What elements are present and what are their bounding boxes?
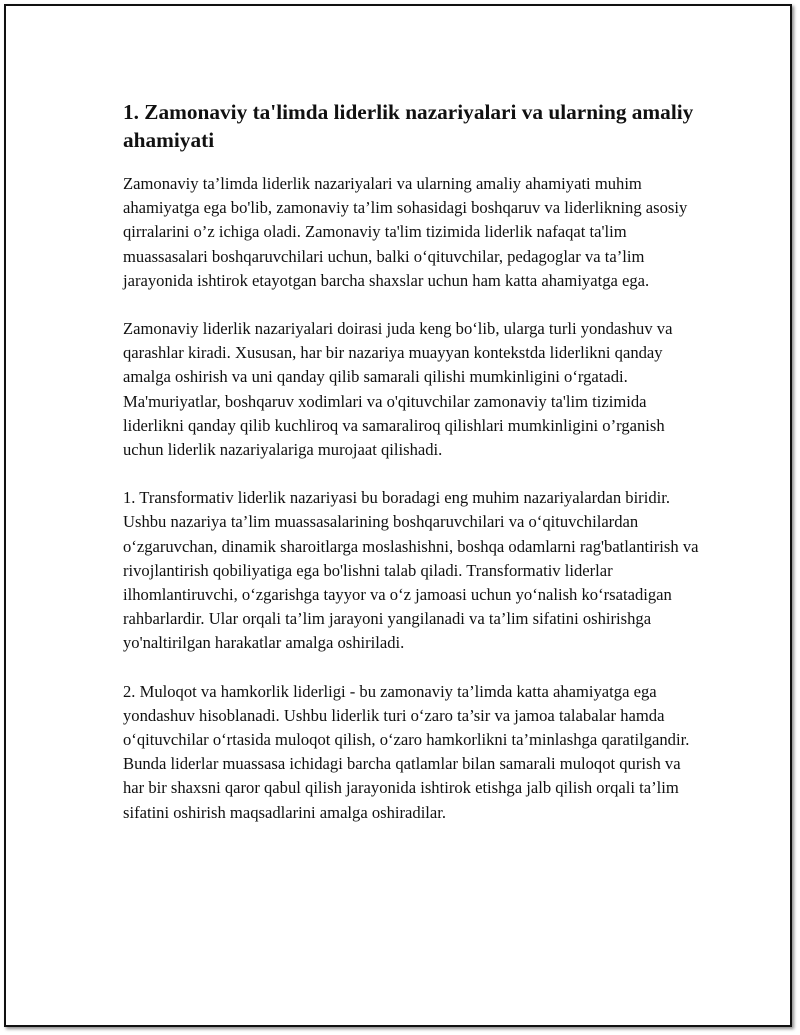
paragraph-transformative-leadership: 1. Transformativ liderlik nazariyasi bu boradagi eng muhim nazariyalardan biridir. Ushbu nazariya ta’lim muassasalarining boshqaruvchilari va o‘qituvchilardan o‘zgaruvchan, dinamik sharoitlarga moslashishni, boshqa odamlarni rag'batlantirish va rivojlantirish qobiliyatiga ega bo'lishni talab qiladi. Transformativ liderlar ilhomlantiruvchi, o‘zgarishga tayyor va o‘z jamoasi uchun yo‘nalish ko‘rsatadigan rahbarlardir. Ular orqali ta’lim jarayoni yangilanadi va ta’lim sifatini oshirishga yo'naltirilgan harakatlar amalga oshiriladi.	[123, 488, 699, 653]
document-title: 1. Zamonaviy ta'limda liderlik nazariyalari va ularning amaliy ahamiyati	[123, 100, 694, 152]
paragraph-theories-scope: Zamonaviy liderlik nazariyalari doirasi juda keng bo‘lib, ularga turli yondashuv va qarashlar kiradi. Xususan, har bir nazariya muayyan kontekstda liderlikni qanday amalga oshirish va uni qanday qilib samarali qilishi mumkinligini o‘rgatadi. Ma'muriyatlar, boshqaruv xodimlari va o'qituvchilar zamonaviy ta'lim tizimida liderlikni qanday qilib kuchliroq va samaraliroq qilishlari mumkinligini o’rganish uchun liderlik nazariyalariga murojaat qilishadi.	[123, 319, 673, 460]
paragraph-intro: Zamonaviy ta’limda liderlik nazariyalari va ularning amaliy ahamiyati muhim ahamiyatga ega bo'lib, zamonaviy ta’lim sohasidagi boshqaruv va liderlikning asosiy qirralarini o’z ichiga oladi. Zamonaviy ta'lim tizimida liderlik nafaqat ta'lim muassasalari boshqaruvchilari uchun, balki o‘qituvchilar, pedagoglar va ta’lim jarayonida ishtirok etayotgan barcha shaxslar uchun ham katta ahamiyatga ega.	[123, 174, 688, 290]
document-body	[123, 98, 699, 849]
document-page	[4, 4, 792, 1027]
paragraph-communication-leadership: 2. Muloqot va hamkorlik liderligi - bu zamonaviy ta’limda katta ahamiyatga ega yondashuv hisoblanadi. Ushbu liderlik turi o‘zaro ta’sir va jamoa talabalar hamda o‘qituvchilar o‘rtasida muloqot qilish, o‘zaro hamkorlikni ta’minlashga qaratilgandir. Bunda liderlar muassasa ichidagi barcha qatlamlar bilan samarali muloqot qurish va har bir shaxsni qaror qabul qilish jarayonida ishtirok etishga jalb qilish orqali ta’lim sifatini oshirish maqsadlarini amalga oshiradilar.	[123, 681, 690, 822]
